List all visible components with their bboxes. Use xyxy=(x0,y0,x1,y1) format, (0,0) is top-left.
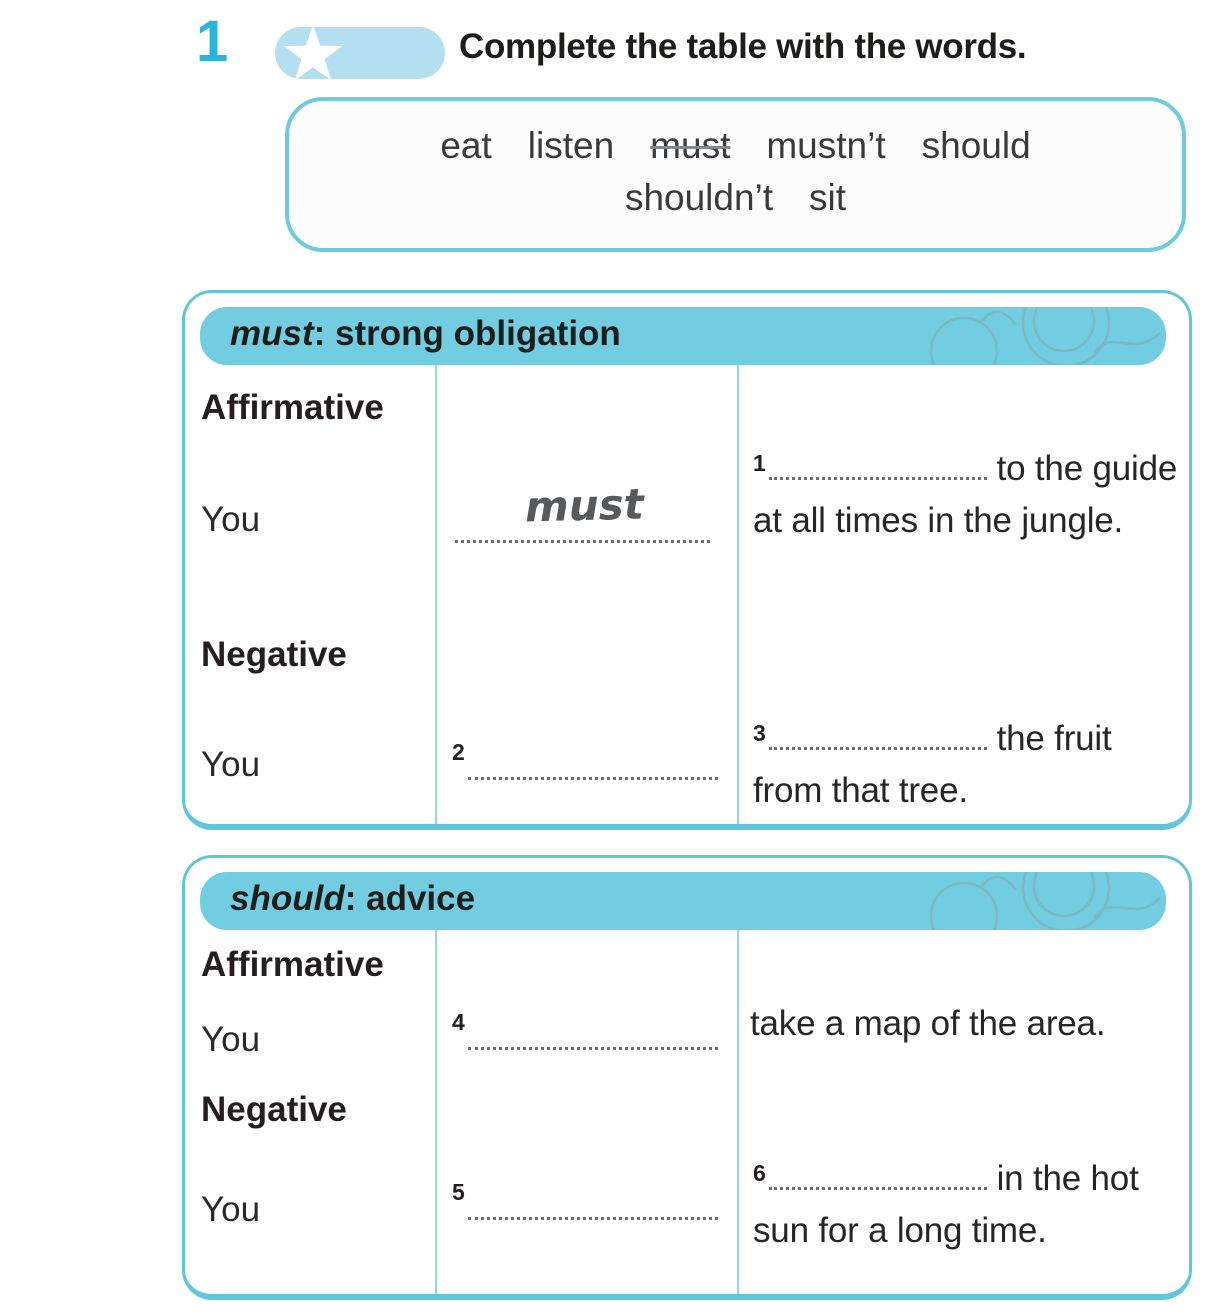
star-icon xyxy=(283,21,343,85)
pronoun-you: You xyxy=(201,500,261,539)
difficulty-badge xyxy=(275,27,445,79)
pronoun-you: You xyxy=(201,1020,261,1059)
column-divider xyxy=(737,365,739,824)
sentence-1 xyxy=(753,443,1185,547)
sentence-6 xyxy=(753,1153,1185,1257)
column-divider xyxy=(435,930,437,1294)
table-header xyxy=(200,872,1166,930)
answer-blank[interactable] xyxy=(769,721,987,750)
grammar-table-should xyxy=(182,855,1192,1300)
blank-number: 2 xyxy=(452,739,465,765)
row-label-negative: Negative xyxy=(201,635,347,674)
column-divider xyxy=(435,365,437,824)
word-bank-word: listen xyxy=(527,125,615,166)
answer-blank[interactable] xyxy=(455,540,710,543)
sentence-4 xyxy=(750,998,1182,1050)
blank-number: 3 xyxy=(753,720,766,746)
answer-blank[interactable] xyxy=(468,745,718,780)
blank-number: 1 xyxy=(753,450,766,476)
word-bank-line-1 xyxy=(289,125,1182,167)
swirl-decoration-icon xyxy=(916,307,1166,365)
sentence-text: take a map of the area. xyxy=(750,1004,1106,1043)
word-bank-word: should xyxy=(921,125,1031,166)
example-answer xyxy=(455,481,713,530)
answer-blank[interactable] xyxy=(769,1161,987,1190)
answer-blank[interactable] xyxy=(468,1185,718,1220)
word-bank-word: eat xyxy=(440,125,492,166)
sentence-text: in the hot sun for a long time. xyxy=(753,1159,1139,1250)
gap-5 xyxy=(452,1179,718,1225)
sentence-3 xyxy=(753,713,1185,817)
pronoun-you: You xyxy=(201,1190,261,1229)
word-bank-word: mustn’t xyxy=(766,125,886,166)
table-title-keyword: should xyxy=(230,879,345,918)
blank-number: 6 xyxy=(753,1160,766,1186)
table-title xyxy=(230,314,621,354)
gap-4 xyxy=(452,1009,718,1055)
column-divider xyxy=(737,930,739,1294)
blank-number: 5 xyxy=(452,1179,465,1205)
row-label-affirmative: Affirmative xyxy=(201,388,384,427)
blank-number: 4 xyxy=(452,1009,465,1035)
word-bank-word-crossed: must xyxy=(650,125,731,166)
handwritten-answer: must xyxy=(524,479,644,532)
table-title-rest: : advice xyxy=(344,879,476,918)
word-bank-word: shouldn’t xyxy=(624,177,774,218)
exercise-number: 1 xyxy=(196,9,229,74)
word-bank-word: sit xyxy=(809,177,847,218)
word-bank-line-2 xyxy=(289,177,1182,219)
answer-blank[interactable] xyxy=(468,1015,718,1050)
table-title-keyword: must xyxy=(230,314,314,353)
row-label-negative: Negative xyxy=(201,1090,347,1129)
sentence-text: to the guide at all times in the jungle. xyxy=(753,449,1178,540)
table-title xyxy=(230,879,475,919)
gap-2 xyxy=(452,739,718,785)
swirl-decoration-icon xyxy=(916,872,1166,930)
table-header xyxy=(200,307,1166,365)
grammar-table-must xyxy=(182,290,1192,830)
instruction-text: Complete the table with the words. xyxy=(459,27,1027,66)
sentence-text: the fruit from that tree. xyxy=(753,719,1112,810)
word-bank xyxy=(285,97,1186,252)
answer-blank[interactable] xyxy=(769,451,987,480)
pronoun-you: You xyxy=(201,745,261,784)
row-label-affirmative: Affirmative xyxy=(201,945,384,984)
table-title-rest: : strong obligation xyxy=(313,314,621,353)
